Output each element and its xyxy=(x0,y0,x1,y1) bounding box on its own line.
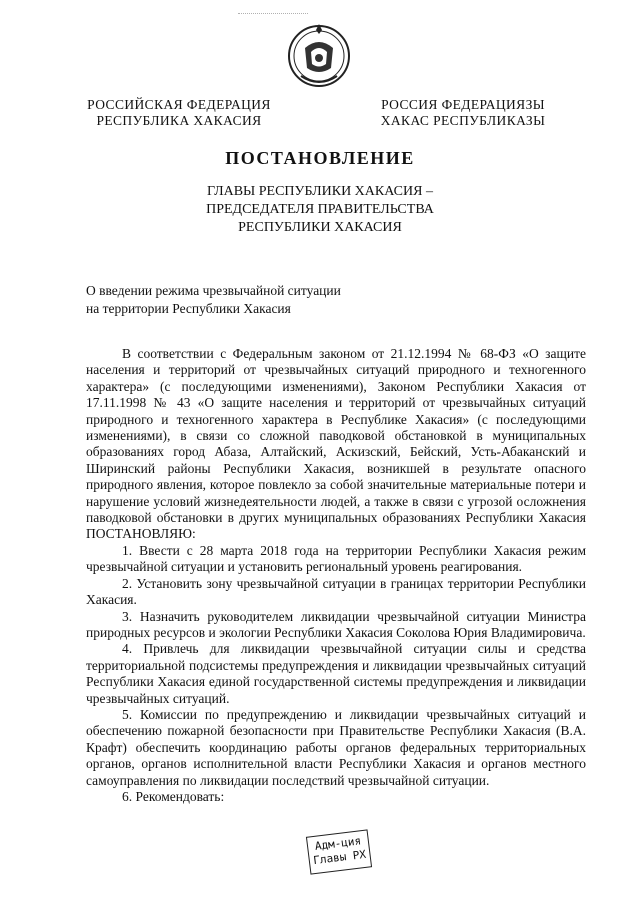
document-subtitle xyxy=(0,183,640,237)
header-right-line2: ХАКАС РЕСПУБЛИКАЗЫ xyxy=(380,113,546,128)
header-left-block xyxy=(86,97,272,129)
stamp-line1: Адм-ция xyxy=(314,834,362,853)
clause-1: 1. Ввести с 28 марта 2018 года на территории Республики Хакасия режим чрезвычайной ситуации и установить региональный уровень реагирования. xyxy=(86,542,586,575)
clause-4: 4. Привлечь для ликвидации чрезвычайной ситуации силы и средства территориальной подсистемы предупреждения и ликвидации чрезвычайных ситуаций Республики Хакасия единой государственной системы предупреждения и ликвидации чрезвычайных ситуаций. xyxy=(86,641,586,706)
stamp-line2: Главы РХ xyxy=(312,847,367,868)
subtitle-line1: ГЛАВЫ РЕСПУБЛИКИ ХАКАСИЯ – xyxy=(207,184,433,199)
registration-stamp xyxy=(306,829,372,874)
subtitle-line3: РЕСПУБЛИКИ ХАКАСИЯ xyxy=(238,220,402,235)
header-left-line2: РЕСПУБЛИКА ХАКАСИЯ xyxy=(96,113,262,128)
subject-line1: О введении режима чрезвычайной ситуации xyxy=(86,283,341,298)
header-right-block xyxy=(370,97,556,129)
top-mark xyxy=(238,3,308,14)
header-left-line1: РОССИЙСКАЯ ФЕДЕРАЦИЯ xyxy=(87,97,271,112)
clause-2: 2. Установить зону чрезвычайной ситуации в границах территории Республики Хакасия. xyxy=(86,575,586,608)
coat-of-arms-emblem xyxy=(283,18,355,90)
document-title: ПОСТАНОВЛЕНИЕ xyxy=(225,148,415,168)
document-subject xyxy=(86,282,386,318)
subject-line2: на территории Республики Хакасия xyxy=(86,301,291,316)
document-body xyxy=(86,346,586,805)
preamble-paragraph: В соответствии с Федеральным законом от 21.12.1994 № 68-ФЗ «О защите населения и территорий от чрезвычайных ситуаций природного и техногенного характера» (с последующими изменениями), Законом Республики Хакасия от 17.11.1998 № 43 «О защите населения и территорий от чрезвычайных ситуаций природного и техногенного характера в Республике Хакасия» (с последующими изменениями), в связи со сложной паводковой обстановкой в муниципальных образованиях город Абаза, Алтайский, Аскизский, Бейский, Усть-Абаканский и Ширинский районы Республики Хакасия, возникшей в результате опасного природного явления, которое повлекло за собой значительные материальные потери и нарушение условий жизнедеятельности людей, а также в связи с угрозой осложнения паводковой обстановки в других муниципальных образованиях Республики Хакасия ПОСТАНОВЛЯЮ: xyxy=(86,346,586,542)
coat-of-arms-icon xyxy=(283,18,355,90)
clause-5: 5. Комиссии по предупреждению и ликвидации чрезвычайных ситуаций и обеспечению пожарной безопасности при Правительстве Республики Хакасия (В.А. Крафт) обеспечить координацию работы органов федеральных территориальных органов, органов исполнительной власти Республики Хакасия и органов местного самоуправления по ликвидации последствий чрезвычайной ситуации. xyxy=(86,706,586,788)
header-right-line1: РОССИЯ ФЕДЕРАЦИЯЗЫ xyxy=(381,97,545,112)
clause-3: 3. Назначить руководителем ликвидации чрезвычайной ситуации Министра природных ресурсов и экологии Республики Хакасия Соколова Юрия Владимировича. xyxy=(86,608,586,640)
clause-6: 6. Рекомендовать: xyxy=(122,788,225,804)
subtitle-line2: ПРЕДСЕДАТЕЛЯ ПРАВИТЕЛЬСТВА xyxy=(206,202,434,217)
